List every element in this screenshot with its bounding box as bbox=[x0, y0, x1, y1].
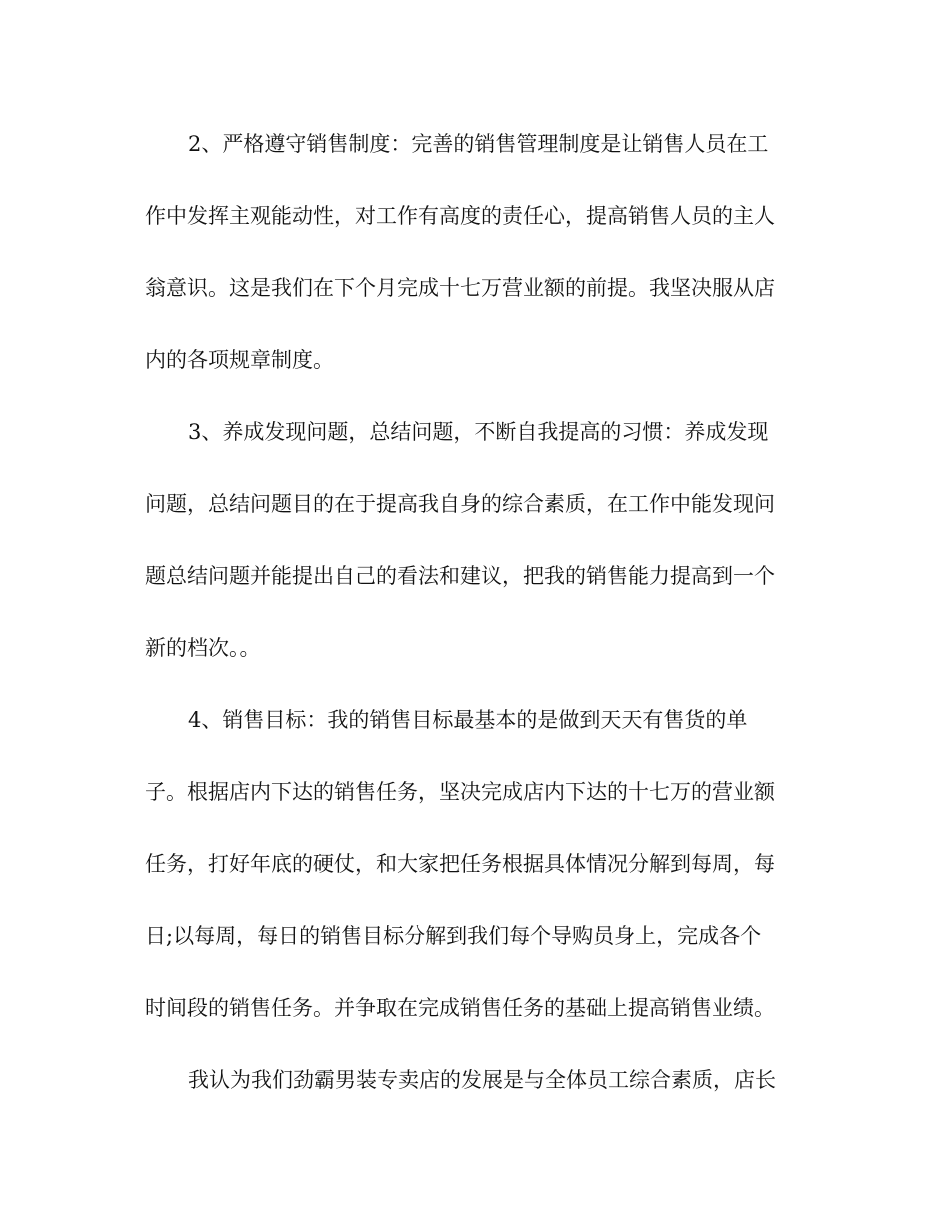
paragraph-3-line-2: 子。根据店内下达的销售任务，坚决完成店内下达的十七万的营业额 bbox=[145, 780, 775, 804]
paragraph-1-line-4: 内的各项规章制度。 bbox=[145, 348, 334, 372]
paragraph-1-line-3: 翁意识。这是我们在下个月完成十七万营业额的前提。我坚决服从店 bbox=[145, 276, 775, 300]
paragraph-1-line-2: 作中发挥主观能动性，对工作有高度的责任心，提高销售人员的主人 bbox=[145, 204, 775, 228]
paragraph-2-line-4: 新的档次。。 bbox=[145, 636, 261, 660]
paragraph-3-line-1: 4、销售目标：我的销售目标最基本的是做到天天有售货的单 bbox=[188, 708, 748, 732]
paragraph-2-line-2: 问题，总结问题目的在于提高我自身的综合素质，在工作中能发现问 bbox=[145, 492, 775, 516]
paragraph-1-line-1: 2、严格遵守销售制度：完善的销售管理制度是让销售人员在工 bbox=[188, 132, 769, 156]
paragraph-2-line-3: 题总结问题并能提出自己的看法和建议，把我的销售能力提高到一个 bbox=[145, 564, 775, 588]
paragraph-2-line-1: 3、养成发现问题，总结问题，不断自我提高的习惯：养成发现 bbox=[188, 420, 769, 444]
paragraph-3-line-3: 任务，打好年底的硬仗，和大家把任务根据具体情况分解到每周，每 bbox=[145, 852, 775, 876]
paragraph-3-line-5: 时间段的销售任务。并争取在完成销售任务的基础上提高销售业绩。 bbox=[145, 996, 775, 1020]
paragraph-3-line-4: 日;以每周，每日的销售目标分解到我们每个导购员身上，完成各个 bbox=[145, 924, 762, 948]
paragraph-4-line-1: 我认为我们劲霸男装专卖店的发展是与全体员工综合素质，店长 bbox=[188, 1068, 776, 1092]
